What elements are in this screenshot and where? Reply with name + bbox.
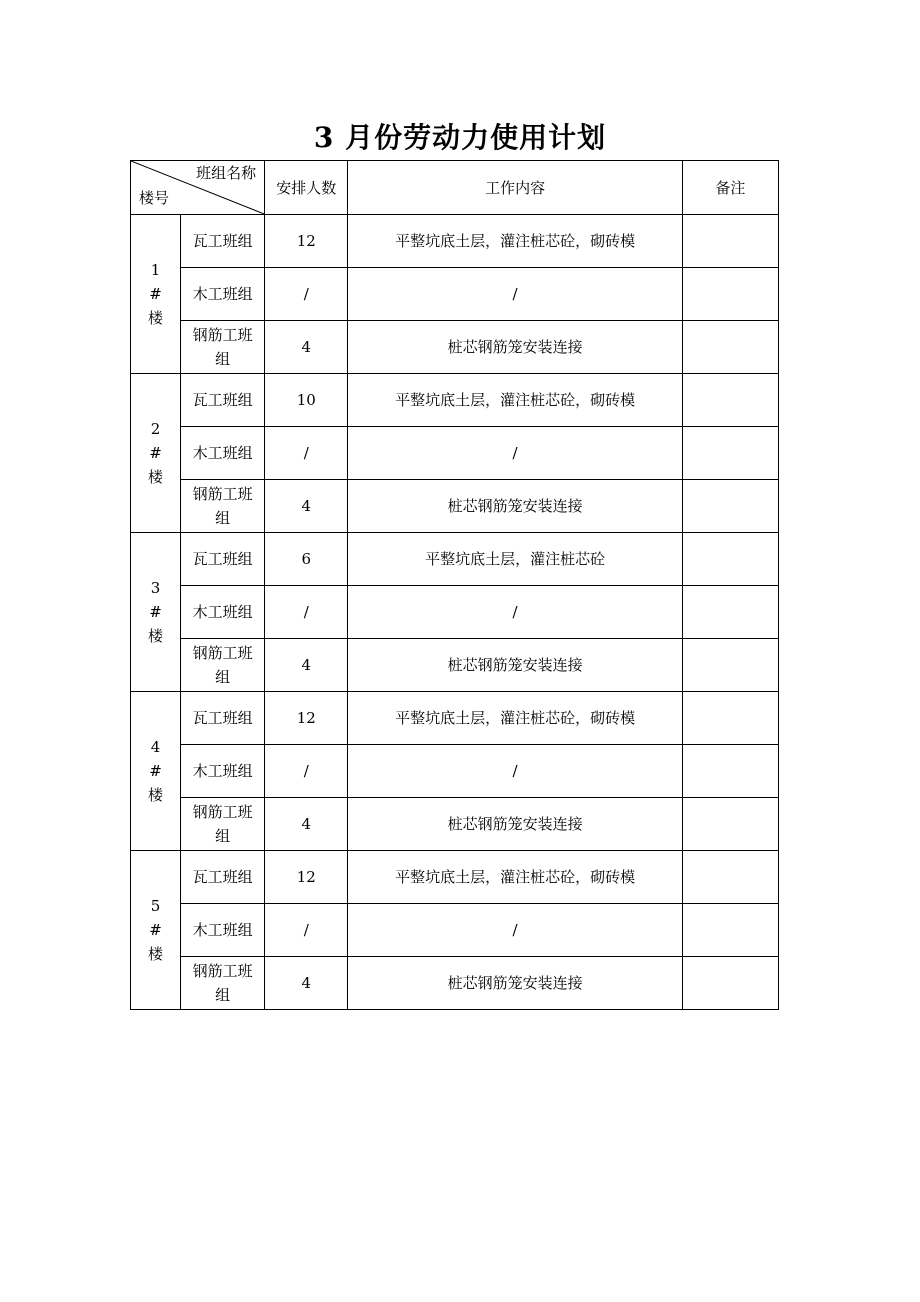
table-row — [131, 745, 779, 798]
table-row — [131, 427, 779, 480]
count-cell: 4 — [265, 957, 348, 1010]
team-label: 瓦工班组 — [192, 868, 253, 886]
team-cell — [181, 374, 265, 427]
note-cell — [682, 321, 778, 374]
work-cell: / — [348, 427, 683, 480]
note-cell — [682, 639, 778, 692]
note-cell — [682, 586, 778, 639]
building-cell — [131, 374, 181, 533]
table-row — [131, 215, 779, 268]
count-cell: / — [265, 904, 348, 957]
note-cell — [682, 533, 778, 586]
header-team-name: 班组名称 — [196, 164, 257, 182]
team-cell — [181, 480, 265, 533]
note-cell — [682, 427, 778, 480]
note-cell — [682, 745, 778, 798]
table-row — [131, 533, 779, 586]
count-cell: 4 — [265, 321, 348, 374]
team-label: 瓦工班组 — [192, 709, 253, 727]
table-row — [131, 268, 779, 321]
work-cell: / — [348, 586, 683, 639]
header-count: 安排人数 — [265, 161, 348, 215]
team-label: 瓦工班组 — [192, 232, 253, 250]
team-cell — [181, 268, 265, 321]
team-cell — [181, 851, 265, 904]
team-cell — [181, 798, 265, 851]
page-title: 3 月份劳动力使用计划 — [313, 121, 607, 154]
team-label: 木工班组 — [192, 444, 253, 462]
building-label: 3 # 楼 — [148, 579, 164, 645]
count-cell: 6 — [265, 533, 348, 586]
note-cell — [682, 904, 778, 957]
team-label: 钢筋工班组 — [192, 962, 253, 1004]
team-label: 钢筋工班组 — [192, 485, 253, 527]
count-cell: 12 — [265, 851, 348, 904]
count-cell: 12 — [265, 215, 348, 268]
note-cell — [682, 480, 778, 533]
table-row — [131, 957, 779, 1010]
table-row — [131, 639, 779, 692]
labor-plan-table — [130, 160, 779, 1010]
team-cell — [181, 692, 265, 745]
table-row — [131, 692, 779, 745]
building-cell — [131, 851, 181, 1010]
building-label: 5 # 楼 — [148, 897, 164, 963]
count-cell: / — [265, 745, 348, 798]
building-cell — [131, 215, 181, 374]
header-building-no: 楼号 — [139, 189, 170, 207]
count-cell: 4 — [265, 639, 348, 692]
count-cell: 10 — [265, 374, 348, 427]
header-work: 工作内容 — [348, 161, 683, 215]
header-note: 备注 — [682, 161, 778, 215]
team-label: 瓦工班组 — [192, 550, 253, 568]
work-cell: 平整坑底土层，灌注桩芯砼，砌砖模 — [348, 851, 683, 904]
table-header-row — [131, 161, 779, 215]
team-cell — [181, 321, 265, 374]
work-cell: 平整坑底土层，灌注桩芯砼，砌砖模 — [348, 374, 683, 427]
table-row — [131, 798, 779, 851]
count-cell: / — [265, 586, 348, 639]
team-label: 木工班组 — [192, 603, 253, 621]
count-cell: 12 — [265, 692, 348, 745]
team-label: 钢筋工班组 — [192, 326, 253, 368]
team-cell — [181, 215, 265, 268]
team-cell — [181, 957, 265, 1010]
work-cell: / — [348, 745, 683, 798]
work-cell: / — [348, 268, 683, 321]
building-label: 4 # 楼 — [148, 738, 164, 804]
table-row — [131, 480, 779, 533]
team-cell — [181, 639, 265, 692]
work-cell: 桩芯钢筋笼安装连接 — [348, 798, 683, 851]
work-cell: 桩芯钢筋笼安装连接 — [348, 639, 683, 692]
work-cell: 平整坑底土层，灌注桩芯砼，砌砖模 — [348, 692, 683, 745]
note-cell — [682, 851, 778, 904]
table-row — [131, 321, 779, 374]
diagonal-header-cell — [131, 161, 265, 215]
work-cell: 桩芯钢筋笼安装连接 — [348, 321, 683, 374]
team-label: 木工班组 — [192, 921, 253, 939]
note-cell — [682, 798, 778, 851]
building-label: 1 # 楼 — [148, 261, 164, 327]
building-cell — [131, 533, 181, 692]
note-cell — [682, 215, 778, 268]
table-row — [131, 851, 779, 904]
team-label: 木工班组 — [192, 285, 253, 303]
note-cell — [682, 268, 778, 321]
team-cell — [181, 427, 265, 480]
work-cell: 桩芯钢筋笼安装连接 — [348, 957, 683, 1010]
team-cell — [181, 533, 265, 586]
note-cell — [682, 692, 778, 745]
count-cell: / — [265, 427, 348, 480]
count-cell: 4 — [265, 798, 348, 851]
note-cell — [682, 957, 778, 1010]
team-label: 钢筋工班组 — [192, 644, 253, 686]
table-row — [131, 586, 779, 639]
count-cell: / — [265, 268, 348, 321]
table-body — [131, 161, 779, 1010]
team-cell — [181, 904, 265, 957]
count-cell: 4 — [265, 480, 348, 533]
team-label: 木工班组 — [192, 762, 253, 780]
work-cell: 平整坑底土层，灌注桩芯砼，砌砖模 — [348, 215, 683, 268]
table-row — [131, 374, 779, 427]
team-cell — [181, 586, 265, 639]
team-label: 瓦工班组 — [192, 391, 253, 409]
team-label: 钢筋工班组 — [192, 803, 253, 845]
work-cell: 平整坑底土层，灌注桩芯砼 — [348, 533, 683, 586]
table-row — [131, 904, 779, 957]
work-cell: / — [348, 904, 683, 957]
note-cell — [682, 374, 778, 427]
work-cell: 桩芯钢筋笼安装连接 — [348, 480, 683, 533]
team-cell — [181, 745, 265, 798]
building-cell — [131, 692, 181, 851]
building-label: 2 # 楼 — [148, 420, 164, 486]
